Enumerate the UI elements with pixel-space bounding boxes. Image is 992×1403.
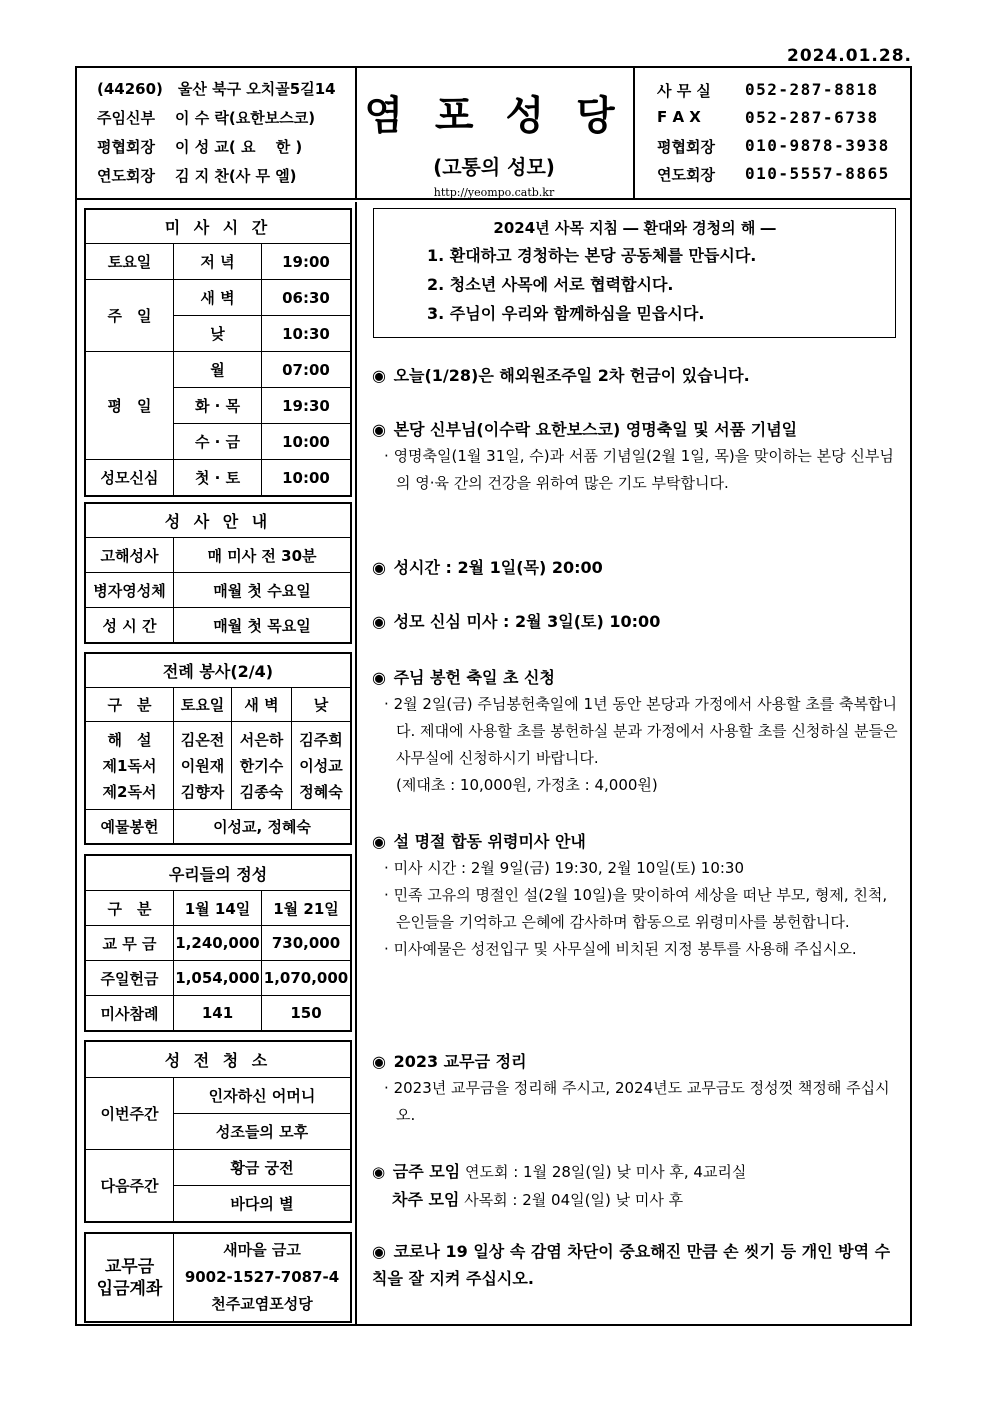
cleaning-box bbox=[84, 1040, 352, 1223]
server-name: 이성교 bbox=[299, 756, 343, 775]
server-name: 이원재 bbox=[180, 756, 225, 775]
notice-heading: 설 명절 합동 위령미사 안내 bbox=[393, 832, 586, 851]
mass-day: 성모신심 bbox=[86, 460, 174, 496]
contact-key: 연도회장 bbox=[657, 166, 715, 184]
contact-value: 010-9878-3938 bbox=[745, 136, 890, 155]
sacrament-value: 매월 첫 목요일 bbox=[174, 608, 351, 643]
offerings-key: 미사참례 bbox=[86, 996, 174, 1031]
liturgy-head: 새 벽 bbox=[232, 688, 292, 722]
motto-title: 2024년 사목 지침 ― 환대와 경청의 해 ― bbox=[493, 219, 776, 237]
right-column bbox=[360, 202, 910, 1326]
cleaning-title: 성 전 청 소 bbox=[86, 1042, 351, 1078]
mass-time: 10:00 bbox=[262, 460, 351, 496]
contact-value: 010-5557-8865 bbox=[745, 164, 890, 183]
liturgy-dawn bbox=[232, 722, 292, 810]
role-reading1: 제1독서 bbox=[102, 756, 157, 775]
notice-holy-hour bbox=[372, 554, 902, 581]
offerings-head: 1월 21일 bbox=[262, 891, 351, 926]
sacraments-box bbox=[84, 502, 352, 644]
notice-mark: ◉ bbox=[372, 668, 386, 687]
sacrament-key: 병자영성체 bbox=[86, 573, 174, 608]
notice-body: 2월 2일(금) 주님봉헌축일에 1년 동안 본당과 가정에서 사용할 초를 축복합니다. 제대에 사용할 초를 봉헌하실 분과 가정에서 사용할 초를 신청하실 분들은 사무실에 신청하시기 바랍니다. bbox=[393, 695, 898, 767]
mass-time: 07:00 bbox=[262, 352, 351, 388]
liturgy-roles bbox=[86, 722, 174, 810]
mass-time: 19:30 bbox=[262, 388, 351, 424]
meeting-next-week: 사목회 : 2월 04일(일) 낮 미사 후 bbox=[464, 1191, 684, 1209]
liturgy-head: 구 분 bbox=[86, 688, 174, 722]
offering-names: 이성교, 정혜숙 bbox=[174, 810, 351, 844]
notice-body: 민족 고유의 명절인 설(2월 10일)을 맞이하여 세상을 떠난 부모, 형제, 친척, 은인들을 기억하고 은혜에 감사하며 합동으로 위령미사를 봉헌합니다. bbox=[393, 886, 888, 931]
notice-marian-mass bbox=[372, 608, 902, 635]
address: (44260) 울산 북구 오치골5길14 bbox=[97, 80, 336, 98]
sacraments-title: 성 사 안 내 bbox=[86, 504, 351, 538]
info-row-pastor bbox=[97, 107, 355, 136]
account-number: 9002-1527-7087-4 bbox=[184, 1268, 340, 1286]
info-key: 평협회장 bbox=[97, 138, 155, 156]
bullet: · bbox=[384, 886, 389, 904]
liturgy-head: 낮 bbox=[292, 688, 351, 722]
bullet: · bbox=[384, 447, 389, 465]
notice-mark: ◉ bbox=[372, 1163, 386, 1181]
cleaning-week-key: 다음주간 bbox=[86, 1150, 174, 1222]
cleaning-table bbox=[85, 1041, 351, 1222]
mass-slot: 새 벽 bbox=[174, 280, 262, 316]
liturgy-title: 전례 봉사(2/4) bbox=[86, 654, 351, 688]
account-table bbox=[85, 1233, 351, 1322]
notice-meetings bbox=[372, 1158, 902, 1214]
left-column bbox=[77, 202, 357, 1326]
bulletin-frame bbox=[75, 66, 912, 1326]
mass-slot: 첫 · 토 bbox=[174, 460, 262, 496]
contact-office bbox=[657, 80, 910, 108]
offerings-table bbox=[85, 855, 351, 1031]
contact-council bbox=[657, 136, 910, 164]
mass-times-title: 미 사 시 간 bbox=[86, 210, 351, 244]
notice-mark: ◉ bbox=[372, 420, 386, 439]
liturgy-table bbox=[85, 653, 351, 844]
mass-slot: 수 · 금 bbox=[174, 424, 262, 460]
cleaning-group: 성조들의 모후 bbox=[174, 1114, 351, 1150]
notice-mark: ◉ bbox=[372, 1242, 386, 1261]
mass-time: 10:30 bbox=[262, 316, 351, 352]
mass-times-box bbox=[84, 208, 352, 497]
church-name: 염 포 성 당 bbox=[364, 93, 624, 139]
notice-heading: 주님 봉헌 축일 초 신청 bbox=[393, 668, 555, 687]
mass-slot: 낮 bbox=[174, 316, 262, 352]
cleaning-group: 바다의 별 bbox=[174, 1186, 351, 1222]
notice-text: 성시간 : 2월 1일(목) 20:00 bbox=[393, 558, 603, 577]
motto-item: 3. 주님이 우리와 함께하심을 믿읍시다. bbox=[427, 304, 705, 323]
contact-value: 052-287-8818 bbox=[745, 80, 879, 99]
role-commentary: 해 설 bbox=[107, 730, 152, 749]
bullet: · bbox=[384, 1079, 389, 1097]
liturgy-sat bbox=[174, 722, 232, 810]
offerings-value: 150 bbox=[262, 996, 351, 1031]
pastoral-motto bbox=[373, 208, 896, 338]
contact-key: 평협회장 bbox=[657, 138, 715, 156]
candle-prices: (제대초 : 10,000원, 가정초 : 4,000원) bbox=[396, 776, 658, 794]
notice-candles bbox=[372, 664, 902, 799]
header bbox=[77, 68, 910, 200]
info-key: 연도회장 bbox=[97, 167, 155, 185]
account-box bbox=[84, 1232, 352, 1323]
motto-item: 1. 환대하고 경청하는 본당 공동체를 만듭시다. bbox=[427, 246, 757, 265]
contacts bbox=[633, 68, 910, 198]
info-value: 김 지 찬(사 무 엘) bbox=[175, 167, 297, 185]
account-key-line: 입금계좌 bbox=[96, 1278, 163, 1299]
notice-body: 2023년 교무금을 정리해 주시고, 2024년도 교무금도 정성껏 책정해 주십시오. bbox=[393, 1079, 890, 1124]
mass-slot: 월 bbox=[174, 352, 262, 388]
offerings-value: 1,054,000 bbox=[174, 961, 262, 996]
mass-day: 토요일 bbox=[86, 244, 174, 280]
offerings-value: 730,000 bbox=[262, 926, 351, 961]
server-name: 서은하 bbox=[239, 730, 284, 749]
notice-body: 미사예물은 성전입구 및 사무실에 비치된 지정 봉투를 사용해 주십시오. bbox=[393, 940, 857, 958]
mass-time: 10:00 bbox=[262, 424, 351, 460]
liturgy-day bbox=[292, 722, 351, 810]
notice-covid bbox=[372, 1238, 902, 1292]
mass-slot: 저 녁 bbox=[174, 244, 262, 280]
offerings-key: 주일헌금 bbox=[86, 961, 174, 996]
notice-text: 오늘(1/28)은 해외원조주일 2차 헌금이 있습니다. bbox=[393, 366, 750, 385]
server-name: 김주희 bbox=[299, 730, 343, 749]
role-reading2: 제2독서 bbox=[102, 782, 157, 801]
church-url[interactable]: http://yeompo.catb.kr bbox=[433, 186, 555, 199]
info-key: 주임신부 bbox=[97, 109, 155, 127]
notice-mark: ◉ bbox=[372, 558, 386, 577]
mass-times-table bbox=[85, 209, 351, 496]
server-name: 김온전 bbox=[180, 730, 225, 749]
offerings-head: 1월 14일 bbox=[174, 891, 262, 926]
server-name: 김향자 bbox=[180, 782, 225, 801]
cleaning-group: 인자하신 어머니 bbox=[174, 1078, 351, 1114]
sacraments-table bbox=[85, 503, 351, 643]
account-details bbox=[174, 1234, 351, 1322]
sacrament-value: 매월 첫 수요일 bbox=[174, 573, 351, 608]
offerings-title: 우리들의 정성 bbox=[86, 856, 351, 891]
offerings-key: 교 무 금 bbox=[86, 926, 174, 961]
meeting-next-week-key: 차주 모임 bbox=[392, 1190, 460, 1209]
mass-time: 06:30 bbox=[262, 280, 351, 316]
offerings-value: 141 bbox=[174, 996, 262, 1031]
server-name: 정혜숙 bbox=[299, 782, 343, 801]
account-key-line: 교무금 bbox=[104, 1256, 155, 1277]
notice-dues bbox=[372, 1048, 902, 1129]
header-info bbox=[77, 68, 357, 198]
contact-fax bbox=[657, 108, 910, 136]
church-subtitle: (고통의 성모) bbox=[433, 155, 555, 179]
contact-value: 052-287-6738 bbox=[745, 108, 879, 127]
offering-key: 예물봉헌 bbox=[86, 810, 174, 844]
offerings-head: 구 분 bbox=[86, 891, 174, 926]
notice-mark: ◉ bbox=[372, 1052, 386, 1071]
account-key bbox=[86, 1234, 174, 1322]
offerings-value: 1,070,000 bbox=[262, 961, 351, 996]
notice-mark: ◉ bbox=[372, 366, 386, 385]
offerings-value: 1,240,000 bbox=[174, 926, 262, 961]
cleaning-week-key: 이번주간 bbox=[86, 1078, 174, 1150]
server-name: 한기수 bbox=[239, 756, 284, 775]
notice-heading: 2023 교무금 정리 bbox=[393, 1052, 527, 1071]
meeting-this-week-key: 금주 모임 bbox=[392, 1162, 461, 1181]
bullet: · bbox=[384, 859, 389, 877]
offerings-box bbox=[84, 854, 352, 1032]
info-value: 이 수 락(요한보스코) bbox=[175, 109, 316, 127]
cleaning-group: 황금 궁전 bbox=[174, 1150, 351, 1186]
account-bank: 새마을 금고 bbox=[223, 1241, 301, 1259]
info-row-council bbox=[97, 136, 355, 165]
notice-mark: ◉ bbox=[372, 832, 386, 851]
notice-body: 미사 시간 : 2월 9일(금) 19:30, 2월 10일(토) 10:30 bbox=[393, 859, 745, 877]
bulletin-date: 2024.01.28. bbox=[786, 46, 912, 66]
server-name: 김종숙 bbox=[239, 782, 284, 801]
account-holder: 천주교염포성당 bbox=[211, 1295, 313, 1313]
contact-key: F A X bbox=[657, 108, 701, 126]
mass-slot: 화 · 목 bbox=[174, 388, 262, 424]
notice-heading: 본당 신부님(이수락 요한보스코) 영명축일 및 서품 기념일 bbox=[393, 420, 798, 439]
meeting-this-week: 연도회 : 1월 28일(일) 낮 미사 후, 4교리실 bbox=[464, 1163, 747, 1181]
notice-feast-day bbox=[372, 416, 902, 497]
bullet: · bbox=[384, 695, 389, 713]
notice-mark: ◉ bbox=[372, 612, 386, 631]
mass-time: 19:00 bbox=[262, 244, 351, 280]
sacrament-key: 고해성사 bbox=[86, 538, 174, 573]
liturgy-head: 토요일 bbox=[174, 688, 232, 722]
notice-text: 코로나 19 일상 속 감염 차단이 중요해진 만큼 손 씻기 등 개인 방역 수칙을 잘 지켜 주십시오. bbox=[372, 1242, 891, 1288]
church-title-block bbox=[360, 68, 628, 198]
contact-yeondo bbox=[657, 164, 910, 192]
motto-item: 2. 청소년 사목에 서로 협력합시다. bbox=[427, 275, 674, 294]
notice-memorial-mass bbox=[372, 828, 902, 963]
mass-day: 주 일 bbox=[86, 280, 174, 352]
notice-text: 성모 신심 미사 : 2월 3일(토) 10:00 bbox=[393, 612, 661, 631]
info-row-yeondo bbox=[97, 165, 355, 194]
contact-key: 사 무 실 bbox=[657, 82, 711, 100]
liturgy-box bbox=[84, 652, 352, 845]
info-value: 이 성 교( 요 한 ) bbox=[175, 138, 303, 156]
sacrament-key: 성 시 간 bbox=[86, 608, 174, 643]
sacrament-value: 매 미사 전 30분 bbox=[174, 538, 351, 573]
notice-overseas-aid bbox=[372, 362, 902, 389]
notice-body: 영명축일(1월 31일, 수)과 서품 기념일(2월 1일, 목)을 맞이하는 본당 신부님의 영·육 간의 건강을 위하여 많은 기도 부탁합니다. bbox=[393, 447, 894, 492]
bullet: · bbox=[384, 940, 389, 958]
mass-day: 평 일 bbox=[86, 352, 174, 460]
